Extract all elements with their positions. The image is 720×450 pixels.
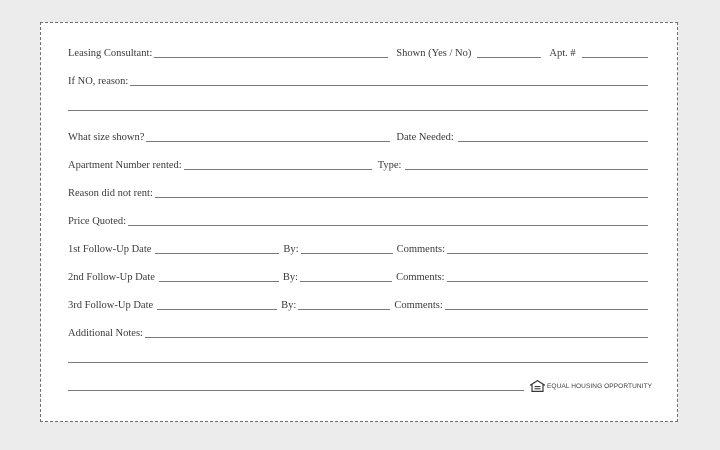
- label-followup-by: By:: [282, 272, 299, 283]
- row-reason-did-not-rent: [68, 184, 648, 200]
- label-shown: Shown (Yes / No): [396, 48, 472, 59]
- row-size-shown: [68, 128, 648, 144]
- label-apt: Apt. #: [549, 48, 576, 59]
- row-additional-notes: [68, 324, 648, 340]
- field-followup-date[interactable]: [157, 309, 277, 310]
- field-followup-by[interactable]: [301, 253, 393, 254]
- field-price-quoted[interactable]: [128, 225, 648, 226]
- label-what-size-shown: What size shown?: [68, 132, 145, 143]
- label-if-no-reason: If NO, reason:: [68, 76, 129, 87]
- label-followup-date: 3rd Follow-Up Date: [68, 300, 154, 311]
- row-followup-1: [68, 240, 648, 256]
- row-followup-2: [68, 268, 648, 284]
- row-followup-3: [68, 296, 648, 312]
- label-price-quoted: Price Quoted:: [68, 216, 127, 227]
- field-additional-notes-line-3[interactable]: [68, 390, 524, 391]
- label-date-needed: Date Needed:: [396, 132, 454, 143]
- label-leasing-consultant: Leasing Consultant:: [68, 48, 153, 59]
- label-followup-comments: Comments:: [396, 244, 446, 255]
- field-what-size-shown[interactable]: [146, 141, 390, 142]
- row-apartment-rented: [68, 156, 648, 172]
- field-followup-comments[interactable]: [447, 253, 648, 254]
- row-price-quoted: [68, 212, 648, 228]
- field-followup-by[interactable]: [298, 309, 390, 310]
- field-shown[interactable]: [477, 57, 541, 58]
- house-equal-icon: [530, 380, 545, 392]
- label-apartment-number-rented: Apartment Number rented:: [68, 160, 182, 171]
- field-additional-notes[interactable]: [145, 337, 648, 338]
- label-followup-date: 2nd Follow-Up Date: [68, 272, 155, 283]
- field-followup-by[interactable]: [300, 281, 392, 282]
- row-leasing-consultant: [68, 44, 648, 60]
- field-if-no-reason[interactable]: [130, 85, 648, 86]
- label-followup-by: By:: [283, 244, 299, 255]
- field-additional-notes-line-2[interactable]: [68, 362, 648, 363]
- field-leasing-consultant[interactable]: [154, 57, 388, 58]
- label-followup-by: By:: [281, 300, 297, 311]
- equal-housing-text: EQUAL HOUSING OPPORTUNITY: [547, 382, 653, 390]
- label-followup-date: 1st Follow-Up Date: [68, 244, 152, 255]
- field-followup-date[interactable]: [155, 253, 279, 254]
- field-if-no-reason-continued[interactable]: [68, 110, 648, 111]
- label-followup-comments: Comments:: [396, 272, 445, 283]
- label-followup-comments: Comments:: [394, 300, 443, 311]
- label-reason-did-not-rent: Reason did not rent:: [68, 188, 153, 199]
- field-date-needed[interactable]: [458, 141, 648, 142]
- field-apartment-number-rented[interactable]: [184, 169, 372, 170]
- field-followup-date[interactable]: [159, 281, 279, 282]
- field-followup-comments[interactable]: [447, 281, 648, 282]
- label-type: Type:: [377, 160, 402, 171]
- label-additional-notes: Additional Notes:: [68, 328, 143, 339]
- field-type[interactable]: [405, 169, 648, 170]
- equal-housing-logo: [530, 380, 652, 392]
- field-apt[interactable]: [582, 57, 648, 58]
- field-followup-comments[interactable]: [445, 309, 648, 310]
- field-reason-did-not-rent[interactable]: [155, 197, 648, 198]
- row-if-no-reason: [68, 72, 648, 88]
